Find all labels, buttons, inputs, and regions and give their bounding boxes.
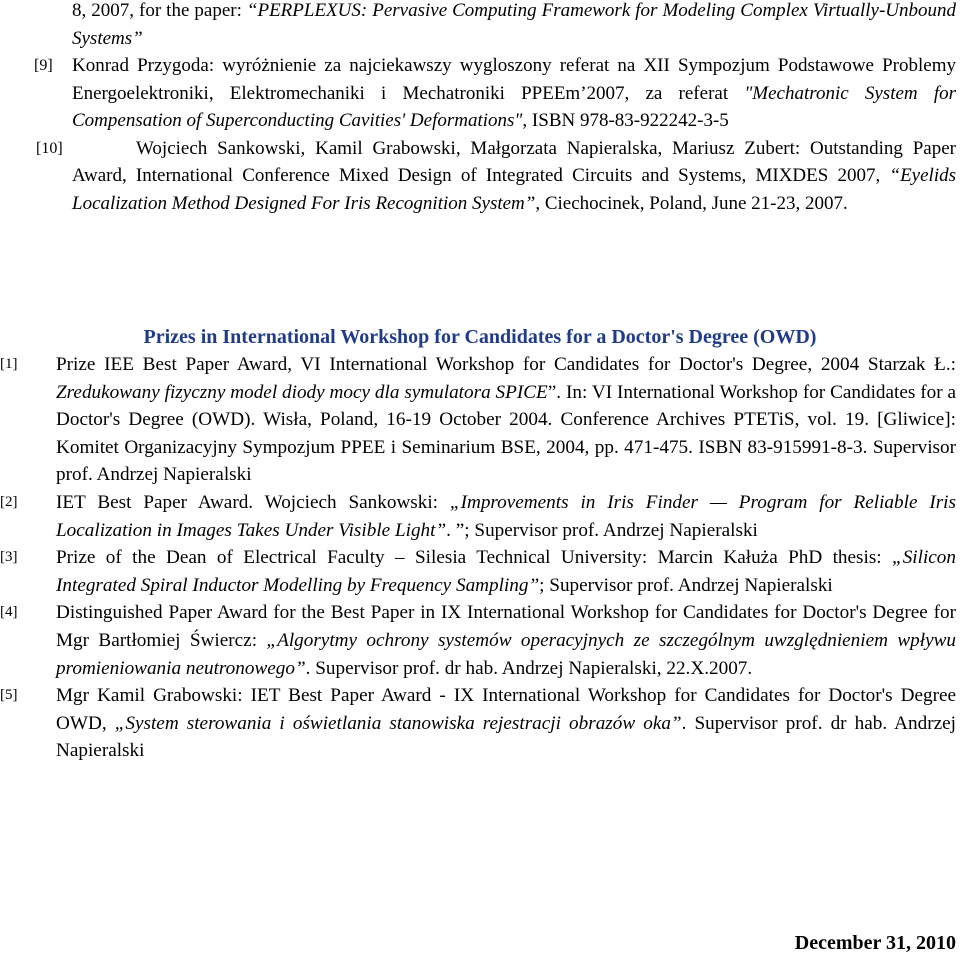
item-text-tail: , Ciechocinek, Poland, June 21-23, 2007. <box>535 192 848 214</box>
item-text: IET Best Paper Award. Wojciech Sankowski: <box>56 491 450 513</box>
item-text: Prize of the Dean of Electrical Faculty – Silesia Technical University: Marcin Kałuża PhD thesis: <box>56 547 893 569</box>
list-item-9 <box>0 52 960 135</box>
section-title: Prizes in International Workshop for Candidates for a Doctor's Degree (OWD) <box>143 326 817 348</box>
item-title: “PERPLEXUS: Pervasive Computing Framework for Modeling Complex Virtually-Unbound Systems” <box>72 0 956 49</box>
item-number: [1] <box>0 356 18 372</box>
item-text: 8, 2007, for the paper: <box>72 0 247 21</box>
item-number: [3] <box>0 549 18 566</box>
awards-list-continued <box>0 0 960 217</box>
prizes-list <box>0 351 960 765</box>
item-text: Konrad Przygoda: wyróżnienie za najciekawszy wygloszony referat na XII Sympozjum Podstawowe Problemy Energoelektroniki, Elektromechaniki i Mechatroniki PPEEm’2007, za referat <box>72 55 956 104</box>
item-title: „Algorytmy ochrony systemów operacyjnych ze szczególnym uwzględnieniem wpływu promieniowania neutronowego” <box>56 629 956 679</box>
prize-item-2 <box>0 489 960 544</box>
item-text-tail: . Supervisor prof. dr hab. Andrzej Napieralski <box>56 712 956 762</box>
item-text-tail: , ISBN 978-83-922242-3-5 <box>522 110 729 131</box>
item-number: [9] <box>34 57 53 74</box>
item-text-tail: ; Supervisor prof. Andrzej Napieralski <box>539 574 833 596</box>
item-title: “Eyelids Localization Method Designed For Iris Recognition System” <box>72 165 956 214</box>
item-number: [10] <box>36 139 63 157</box>
prize-item-5 <box>0 682 960 765</box>
list-item-continued <box>0 0 960 52</box>
item-text-tail: . ”; Supervisor prof. Andrzej Napieralski <box>446 519 758 541</box>
item-title: "Mechatronic System for Compensation of Superconducting Cavities' Deformations" <box>72 82 956 131</box>
item-number: [4] <box>0 604 18 621</box>
item-number: [2] <box>0 493 18 510</box>
list-item-10 <box>0 135 960 218</box>
prize-item-4 <box>0 599 960 682</box>
item-text-tail: ”. In: VI International Workshop for Candidates for a Doctor's Degree (OWD). Wisła, Poland, 16-19 October 2004. Conference Archives PTETiS, vol. 19. [Gliwice]: Komitet Organizacyjny Sympozjum PPEE i Seminarium BSE, 2004, pp. 471-475. ISBN 83-915991-8-3. Supervisor prof. Andrzej Napieralski <box>56 381 956 486</box>
prize-item-1 <box>0 351 960 489</box>
item-title: „Silicon Integrated Spiral Inductor Modelling by Frequency Sampling” <box>56 547 956 596</box>
item-title: Zredukowany fizyczny model diody mocy dla symulatora SPICE <box>56 381 548 403</box>
item-text: Mgr Kamil Grabowski: IET Best Paper Award - IX International Workshop for Candidates for Doctor's Degree OWD, <box>56 685 956 734</box>
item-title: „Improvements in Iris Finder — Program for Reliable Iris Localization in Images Takes Under Visible Light” <box>56 491 956 541</box>
item-text: Distinguished Paper Award for the Best Paper in IX International Workshop for Candidates for Doctor's Degree for Mgr Bartłomiej Świercz: <box>56 602 956 651</box>
item-number: [5] <box>0 687 18 704</box>
footer-date: December 31, 2010 <box>794 932 956 954</box>
item-text: Wojciech Sankowski, Kamil Grabowski, Małgorzata Napieralska, Mariusz Zubert: Outstanding Paper Award, International Conference Mixed Design of Integrated Circuits and Systems, MIXDES 2007, <box>72 137 956 186</box>
item-text-tail: . Supervisor prof. dr hab. Andrzej Napieralski, 22.X.2007. <box>305 657 753 679</box>
prize-item-3 <box>0 544 960 599</box>
item-title: „System sterowania i oświetlania stanowiska rejestracji obrazów oka” <box>114 712 682 734</box>
item-text: Prize IEE Best Paper Award, VI International Workshop for Candidates for Doctor's Degree, 2004 Starzak Ł.: <box>56 354 956 375</box>
